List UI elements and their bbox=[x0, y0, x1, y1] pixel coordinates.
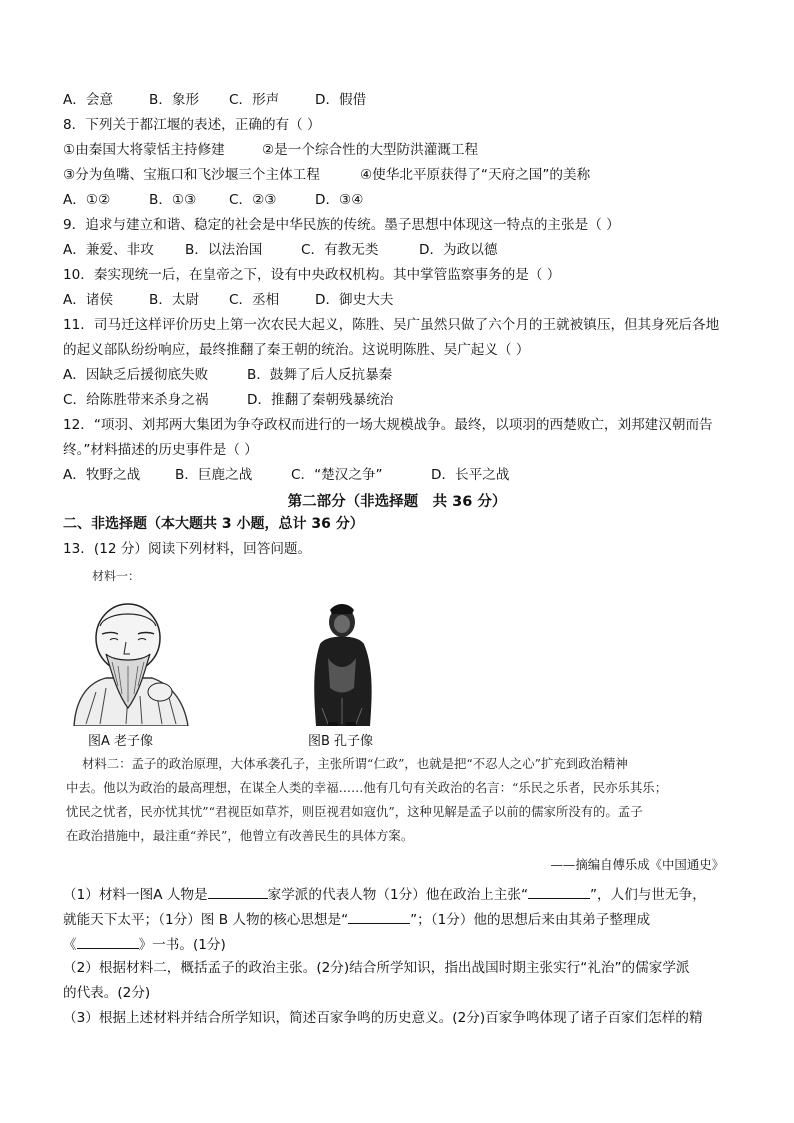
q8-items-row2 bbox=[63, 166, 590, 184]
q8-stem: 8．下列关于都江堰的表述，正确的有（ ） bbox=[63, 117, 321, 133]
q8-items-row1 bbox=[63, 141, 478, 159]
q11-options-row2 bbox=[63, 391, 393, 409]
part2-title: 第二部分（非选择题 共 36 分） bbox=[287, 494, 507, 510]
material2-line3: 忧民之忧者，民亦忧其忧”“君视臣如草芥，则臣视君如寇仇”，这种见解是孟子以前的儒家所没有的。孟子 bbox=[66, 804, 643, 819]
q13-sub1-line1 bbox=[63, 884, 706, 904]
answer-blank-1[interactable] bbox=[208, 884, 268, 899]
confucius-portrait-image bbox=[302, 598, 382, 726]
laozi-portrait-image bbox=[66, 596, 192, 726]
section2-title: 二、非选择题（本大题共 3 小题，总计 36 分） bbox=[63, 516, 364, 532]
q10-stem: 10．秦实现统一后，在皇帝之下，设有中央政权机构。其中掌管监察事务的是（ ） bbox=[63, 267, 561, 283]
caption-figure-a: 图A 老子像 bbox=[88, 734, 154, 749]
q13-sub3-line1: （3）根据上述材料并结合所学知识，简述百家争鸣的历史意义。(2分)百家争鸣体现了诸子百家们怎样的精 bbox=[63, 1010, 703, 1026]
option: A．因缺乏后援彻底失败 bbox=[63, 367, 209, 383]
material2-source: ——摘编自傅乐成《中国通史》 bbox=[550, 857, 724, 872]
q12-options bbox=[63, 466, 509, 484]
statement: ②是一个综合性的大型防洪灌溉工程 bbox=[262, 142, 479, 158]
option: C．给陈胜带来杀身之祸 bbox=[63, 392, 209, 408]
option: A．会意 bbox=[63, 92, 114, 108]
material1-label: 材料一： bbox=[92, 569, 141, 583]
q11-stem-line1: 11．司马迁这样评价历史上第一次农民大起义，陈胜、吴广虽然只做了六个月的王就被镇压，但其身死后各地 bbox=[63, 317, 720, 333]
option: D．长平之战 bbox=[431, 467, 510, 483]
option: A．兼爱、非攻 bbox=[63, 242, 154, 258]
sub1-text-e: ”；（1分）他的思想后来由其弟子整理成 bbox=[410, 912, 651, 928]
answer-blank-2[interactable] bbox=[528, 884, 590, 899]
option: C．形声 bbox=[229, 92, 280, 108]
q13-sub2-line2: 的代表。(2分) bbox=[63, 985, 151, 1001]
caption-figure-b: 图B 孔子像 bbox=[308, 734, 374, 749]
option: B．太尉 bbox=[149, 292, 200, 308]
option: B．象形 bbox=[149, 92, 200, 108]
option: C．“楚汉之争” bbox=[291, 467, 383, 483]
q11-stem-line2: 的起义部队纷纷响应，最终推翻了秦王朝的统治。这说明陈胜、吴广起义（ ） bbox=[63, 342, 530, 358]
option: C．②③ bbox=[229, 192, 277, 208]
q12-stem-line2: 终。”材料描述的历史事件是（ ） bbox=[63, 442, 258, 458]
q9-stem: 9．追求与建立和谐、稳定的社会是中华民族的传统。墨子思想中体现这一特点的主张是（ ） bbox=[63, 217, 620, 233]
sub1-text-g: 》一书。(1分) bbox=[138, 937, 226, 953]
q10-options bbox=[63, 291, 393, 309]
sub1-text-a: （1）材料一图A 人物是 bbox=[63, 887, 208, 903]
q12-stem-line1: 12．“项羽、刘邦两大集团为争夺政权而进行的一场大规模战争。最终，以项羽的西楚败亡，刘邦建汉朝而告 bbox=[63, 417, 713, 433]
q7-options bbox=[63, 91, 366, 109]
statement: ③分为鱼嘴、宝瓶口和飞沙堰三个主体工程 bbox=[63, 167, 320, 183]
q13-sub1-line3 bbox=[63, 934, 226, 954]
material2-line2: 中去。他以为政治的最高理想，在谋全人类的幸福……他有几句有关政治的名言：“乐民之乐者，民亦乐其乐； bbox=[66, 780, 668, 795]
option: B．巨鹿之战 bbox=[175, 467, 253, 483]
option: D．为政以德 bbox=[419, 242, 498, 258]
option: A．牧野之战 bbox=[63, 467, 141, 483]
statement: ①由秦国大将蒙恬主持修建 bbox=[63, 142, 225, 158]
q8-options bbox=[63, 191, 363, 209]
option: A．诸侯 bbox=[63, 292, 114, 308]
sub1-text-d: 就能天下太平；（1分）图 B 人物的核心思想是“ bbox=[63, 912, 349, 928]
sub1-text-f: 《 bbox=[63, 937, 77, 953]
option: D．③④ bbox=[315, 192, 364, 208]
q9-options bbox=[63, 241, 497, 259]
q13-stem: 13．(12 分）阅读下列材料，回答问题。 bbox=[63, 541, 312, 557]
option: C．丞相 bbox=[229, 292, 280, 308]
q13-sub2-line1: （2）根据材料二，概括孟子的政治主张。(2分)结合所学知识，指出战国时期主张实行“礼治”的儒家学派 bbox=[63, 960, 690, 976]
answer-blank-4[interactable] bbox=[77, 934, 139, 949]
option: D．假借 bbox=[315, 92, 367, 108]
option: B．鼓舞了后人反抗暴秦 bbox=[247, 367, 393, 383]
material2-line1: 材料二：孟子的政治原理，大体承袭孔子，主张所谓“仁政”，也就是把“不忍人之心”扩充到政治精神 bbox=[82, 756, 628, 771]
sub1-text-c: ”，人们与世无争， bbox=[590, 887, 706, 903]
q11-options-row1 bbox=[63, 366, 392, 384]
answer-blank-3[interactable] bbox=[348, 909, 410, 924]
option: D．推翻了秦朝残暴统治 bbox=[247, 392, 394, 408]
statement: ④使华北平原获得了“天府之国”的美称 bbox=[360, 167, 591, 183]
option: B．①③ bbox=[149, 192, 197, 208]
option: B．以法治国 bbox=[185, 242, 263, 258]
option: D．御史大夫 bbox=[315, 292, 394, 308]
option: C．有教无类 bbox=[301, 242, 379, 258]
material2-line4: 在政治措施中，最注重“养民”，他曾立有改善民生的具体方案。 bbox=[66, 828, 414, 843]
q13-sub1-line2 bbox=[63, 909, 650, 929]
sub1-text-b: 家学派的代表人物（1分）他在政治上主张“ bbox=[267, 887, 529, 903]
option: A．①② bbox=[63, 192, 111, 208]
